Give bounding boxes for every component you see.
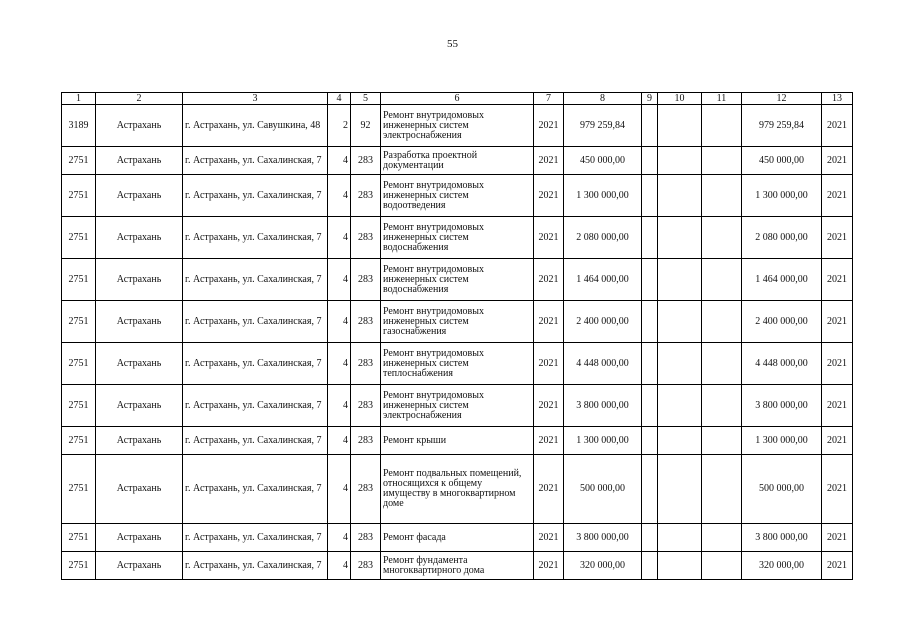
cell-address: г. Астрахань, ул. Сахалинская, 7 <box>183 524 328 552</box>
repair-program-table <box>61 92 853 580</box>
cell-address: г. Астрахань, ул. Сахалинская, 7 <box>183 147 328 175</box>
table-row <box>62 175 853 217</box>
cell-floors: 4 <box>328 455 351 524</box>
cell-total-cost: 1 464 000,00 <box>564 259 642 301</box>
cell-total-cost: 450 000,00 <box>564 147 642 175</box>
cell-total-cost: 2 080 000,00 <box>564 217 642 259</box>
cell-number: 283 <box>351 259 381 301</box>
cell-city: Астрахань <box>96 301 183 343</box>
cell-floors: 4 <box>328 524 351 552</box>
table-row <box>62 524 853 552</box>
cell-address: г. Астрахань, ул. Сахалинская, 7 <box>183 301 328 343</box>
cell-address: г. Астрахань, ул. Сахалинская, 7 <box>183 552 328 580</box>
col-header: 2 <box>96 93 183 105</box>
cell-fund-cost: 3 800 000,00 <box>742 524 822 552</box>
cell-col10 <box>658 427 702 455</box>
cell-floors: 4 <box>328 427 351 455</box>
cell-total-cost: 500 000,00 <box>564 455 642 524</box>
col-header: 11 <box>702 93 742 105</box>
cell-col9 <box>642 427 658 455</box>
cell-city: Астрахань <box>96 147 183 175</box>
cell-number: 283 <box>351 175 381 217</box>
cell-col11 <box>702 427 742 455</box>
cell-floors: 4 <box>328 301 351 343</box>
col-header: 3 <box>183 93 328 105</box>
cell-address: г. Астрахань, ул. Сахалинская, 7 <box>183 217 328 259</box>
cell-col11 <box>702 105 742 147</box>
cell-col9 <box>642 175 658 217</box>
cell-col10 <box>658 175 702 217</box>
col-header: 13 <box>822 93 853 105</box>
column-number-row <box>62 93 853 105</box>
cell-col9 <box>642 217 658 259</box>
table-row <box>62 343 853 385</box>
cell-col9 <box>642 343 658 385</box>
cell-house-id: 2751 <box>62 175 96 217</box>
cell-house-id: 2751 <box>62 343 96 385</box>
cell-floors: 4 <box>328 385 351 427</box>
table-row <box>62 301 853 343</box>
cell-col9 <box>642 385 658 427</box>
cell-col10 <box>658 301 702 343</box>
cell-house-id: 2751 <box>62 147 96 175</box>
cell-col11 <box>702 343 742 385</box>
cell-city: Астрахань <box>96 385 183 427</box>
cell-year-end: 2021 <box>822 343 853 385</box>
cell-fund-cost: 1 300 000,00 <box>742 175 822 217</box>
cell-city: Астрахань <box>96 343 183 385</box>
cell-house-id: 2751 <box>62 301 96 343</box>
cell-col10 <box>658 217 702 259</box>
cell-year: 2021 <box>534 175 564 217</box>
cell-year-end: 2021 <box>822 524 853 552</box>
cell-col11 <box>702 175 742 217</box>
cell-year: 2021 <box>534 301 564 343</box>
cell-number: 283 <box>351 385 381 427</box>
table-row <box>62 217 853 259</box>
cell-col10 <box>658 147 702 175</box>
cell-fund-cost: 500 000,00 <box>742 455 822 524</box>
cell-house-id: 2751 <box>62 552 96 580</box>
table-row <box>62 385 853 427</box>
cell-col11 <box>702 552 742 580</box>
table-row <box>62 259 853 301</box>
cell-city: Астрахань <box>96 524 183 552</box>
cell-year: 2021 <box>534 524 564 552</box>
cell-address: г. Астрахань, ул. Сахалинская, 7 <box>183 175 328 217</box>
cell-number: 283 <box>351 455 381 524</box>
cell-house-id: 2751 <box>62 524 96 552</box>
cell-work-type: Ремонт внутридомовых инженерных систем теплоснабжения <box>381 343 534 385</box>
table-row <box>62 455 853 524</box>
cell-house-id: 2751 <box>62 259 96 301</box>
cell-work-type: Ремонт фундамента многоквартирного дома <box>381 552 534 580</box>
cell-col10 <box>658 552 702 580</box>
cell-house-id: 2751 <box>62 217 96 259</box>
cell-year-end: 2021 <box>822 175 853 217</box>
cell-year: 2021 <box>534 385 564 427</box>
cell-year-end: 2021 <box>822 385 853 427</box>
cell-work-type: Ремонт внутридомовых инженерных систем водоотведения <box>381 175 534 217</box>
cell-house-id: 3189 <box>62 105 96 147</box>
cell-year-end: 2021 <box>822 455 853 524</box>
cell-col10 <box>658 385 702 427</box>
cell-year-end: 2021 <box>822 105 853 147</box>
table-row <box>62 427 853 455</box>
cell-year-end: 2021 <box>822 217 853 259</box>
cell-total-cost: 1 300 000,00 <box>564 427 642 455</box>
col-header: 10 <box>658 93 702 105</box>
cell-number: 283 <box>351 552 381 580</box>
cell-address: г. Астрахань, ул. Сахалинская, 7 <box>183 427 328 455</box>
cell-fund-cost: 2 400 000,00 <box>742 301 822 343</box>
cell-fund-cost: 4 448 000,00 <box>742 343 822 385</box>
col-header: 5 <box>351 93 381 105</box>
cell-total-cost: 1 300 000,00 <box>564 175 642 217</box>
cell-floors: 4 <box>328 343 351 385</box>
col-header: 4 <box>328 93 351 105</box>
cell-city: Астрахань <box>96 105 183 147</box>
cell-floors: 2 <box>328 105 351 147</box>
cell-fund-cost: 2 080 000,00 <box>742 217 822 259</box>
cell-floors: 4 <box>328 175 351 217</box>
cell-year: 2021 <box>534 147 564 175</box>
cell-col11 <box>702 259 742 301</box>
cell-year: 2021 <box>534 343 564 385</box>
cell-fund-cost: 1 300 000,00 <box>742 427 822 455</box>
cell-col9 <box>642 147 658 175</box>
cell-number: 283 <box>351 301 381 343</box>
col-header: 6 <box>381 93 534 105</box>
cell-year: 2021 <box>534 217 564 259</box>
cell-floors: 4 <box>328 217 351 259</box>
table-row <box>62 147 853 175</box>
cell-address: г. Астрахань, ул. Сахалинская, 7 <box>183 259 328 301</box>
table-row <box>62 105 853 147</box>
cell-total-cost: 3 800 000,00 <box>564 524 642 552</box>
cell-work-type: Ремонт внутридомовых инженерных систем газоснабжения <box>381 301 534 343</box>
cell-fund-cost: 1 464 000,00 <box>742 259 822 301</box>
cell-total-cost: 4 448 000,00 <box>564 343 642 385</box>
cell-city: Астрахань <box>96 427 183 455</box>
cell-col9 <box>642 524 658 552</box>
cell-col10 <box>658 455 702 524</box>
cell-house-id: 2751 <box>62 427 96 455</box>
cell-address: г. Астрахань, ул. Сахалинская, 7 <box>183 385 328 427</box>
cell-col9 <box>642 552 658 580</box>
cell-year-end: 2021 <box>822 259 853 301</box>
cell-work-type: Ремонт внутридомовых инженерных систем водоснабжения <box>381 259 534 301</box>
cell-floors: 4 <box>328 147 351 175</box>
cell-col9 <box>642 455 658 524</box>
cell-fund-cost: 3 800 000,00 <box>742 385 822 427</box>
col-header: 8 <box>564 93 642 105</box>
cell-floors: 4 <box>328 552 351 580</box>
cell-total-cost: 3 800 000,00 <box>564 385 642 427</box>
cell-year: 2021 <box>534 105 564 147</box>
cell-total-cost: 979 259,84 <box>564 105 642 147</box>
cell-year-end: 2021 <box>822 552 853 580</box>
cell-year: 2021 <box>534 427 564 455</box>
cell-col11 <box>702 217 742 259</box>
cell-total-cost: 2 400 000,00 <box>564 301 642 343</box>
cell-year: 2021 <box>534 455 564 524</box>
cell-house-id: 2751 <box>62 385 96 427</box>
cell-year-end: 2021 <box>822 427 853 455</box>
cell-house-id: 2751 <box>62 455 96 524</box>
cell-number: 92 <box>351 105 381 147</box>
col-header: 12 <box>742 93 822 105</box>
cell-number: 283 <box>351 427 381 455</box>
cell-col9 <box>642 105 658 147</box>
cell-year: 2021 <box>534 552 564 580</box>
table-row <box>62 552 853 580</box>
cell-number: 283 <box>351 147 381 175</box>
cell-number: 283 <box>351 524 381 552</box>
cell-col9 <box>642 259 658 301</box>
cell-col11 <box>702 147 742 175</box>
col-header: 9 <box>642 93 658 105</box>
cell-col10 <box>658 524 702 552</box>
cell-col9 <box>642 301 658 343</box>
page-number: 55 <box>447 38 458 50</box>
cell-work-type: Ремонт фасада <box>381 524 534 552</box>
cell-col11 <box>702 524 742 552</box>
cell-number: 283 <box>351 343 381 385</box>
cell-fund-cost: 450 000,00 <box>742 147 822 175</box>
cell-fund-cost: 320 000,00 <box>742 552 822 580</box>
cell-fund-cost: 979 259,84 <box>742 105 822 147</box>
cell-col10 <box>658 259 702 301</box>
cell-address: г. Астрахань, ул. Савушкина, 48 <box>183 105 328 147</box>
cell-work-type: Ремонт внутридомовых инженерных систем электроснабжения <box>381 385 534 427</box>
cell-work-type: Разработка проектной документации <box>381 147 534 175</box>
cell-floors: 4 <box>328 259 351 301</box>
cell-col10 <box>658 343 702 385</box>
cell-col10 <box>658 105 702 147</box>
cell-work-type: Ремонт крыши <box>381 427 534 455</box>
cell-city: Астрахань <box>96 552 183 580</box>
cell-address: г. Астрахань, ул. Сахалинская, 7 <box>183 343 328 385</box>
cell-col11 <box>702 455 742 524</box>
cell-number: 283 <box>351 217 381 259</box>
cell-year-end: 2021 <box>822 301 853 343</box>
cell-work-type: Ремонт подвальных помещений, относящихся к общему имуществу в многоквартирном доме <box>381 455 534 524</box>
cell-address: г. Астрахань, ул. Сахалинская, 7 <box>183 455 328 524</box>
cell-work-type: Ремонт внутридомовых инженерных систем водоснабжения <box>381 217 534 259</box>
cell-city: Астрахань <box>96 175 183 217</box>
cell-col11 <box>702 301 742 343</box>
cell-city: Астрахань <box>96 455 183 524</box>
cell-city: Астрахань <box>96 259 183 301</box>
cell-work-type: Ремонт внутридомовых инженерных систем электроснабжения <box>381 105 534 147</box>
cell-total-cost: 320 000,00 <box>564 552 642 580</box>
col-header: 1 <box>62 93 96 105</box>
col-header: 7 <box>534 93 564 105</box>
cell-col11 <box>702 385 742 427</box>
cell-year-end: 2021 <box>822 147 853 175</box>
cell-city: Астрахань <box>96 217 183 259</box>
cell-year: 2021 <box>534 259 564 301</box>
